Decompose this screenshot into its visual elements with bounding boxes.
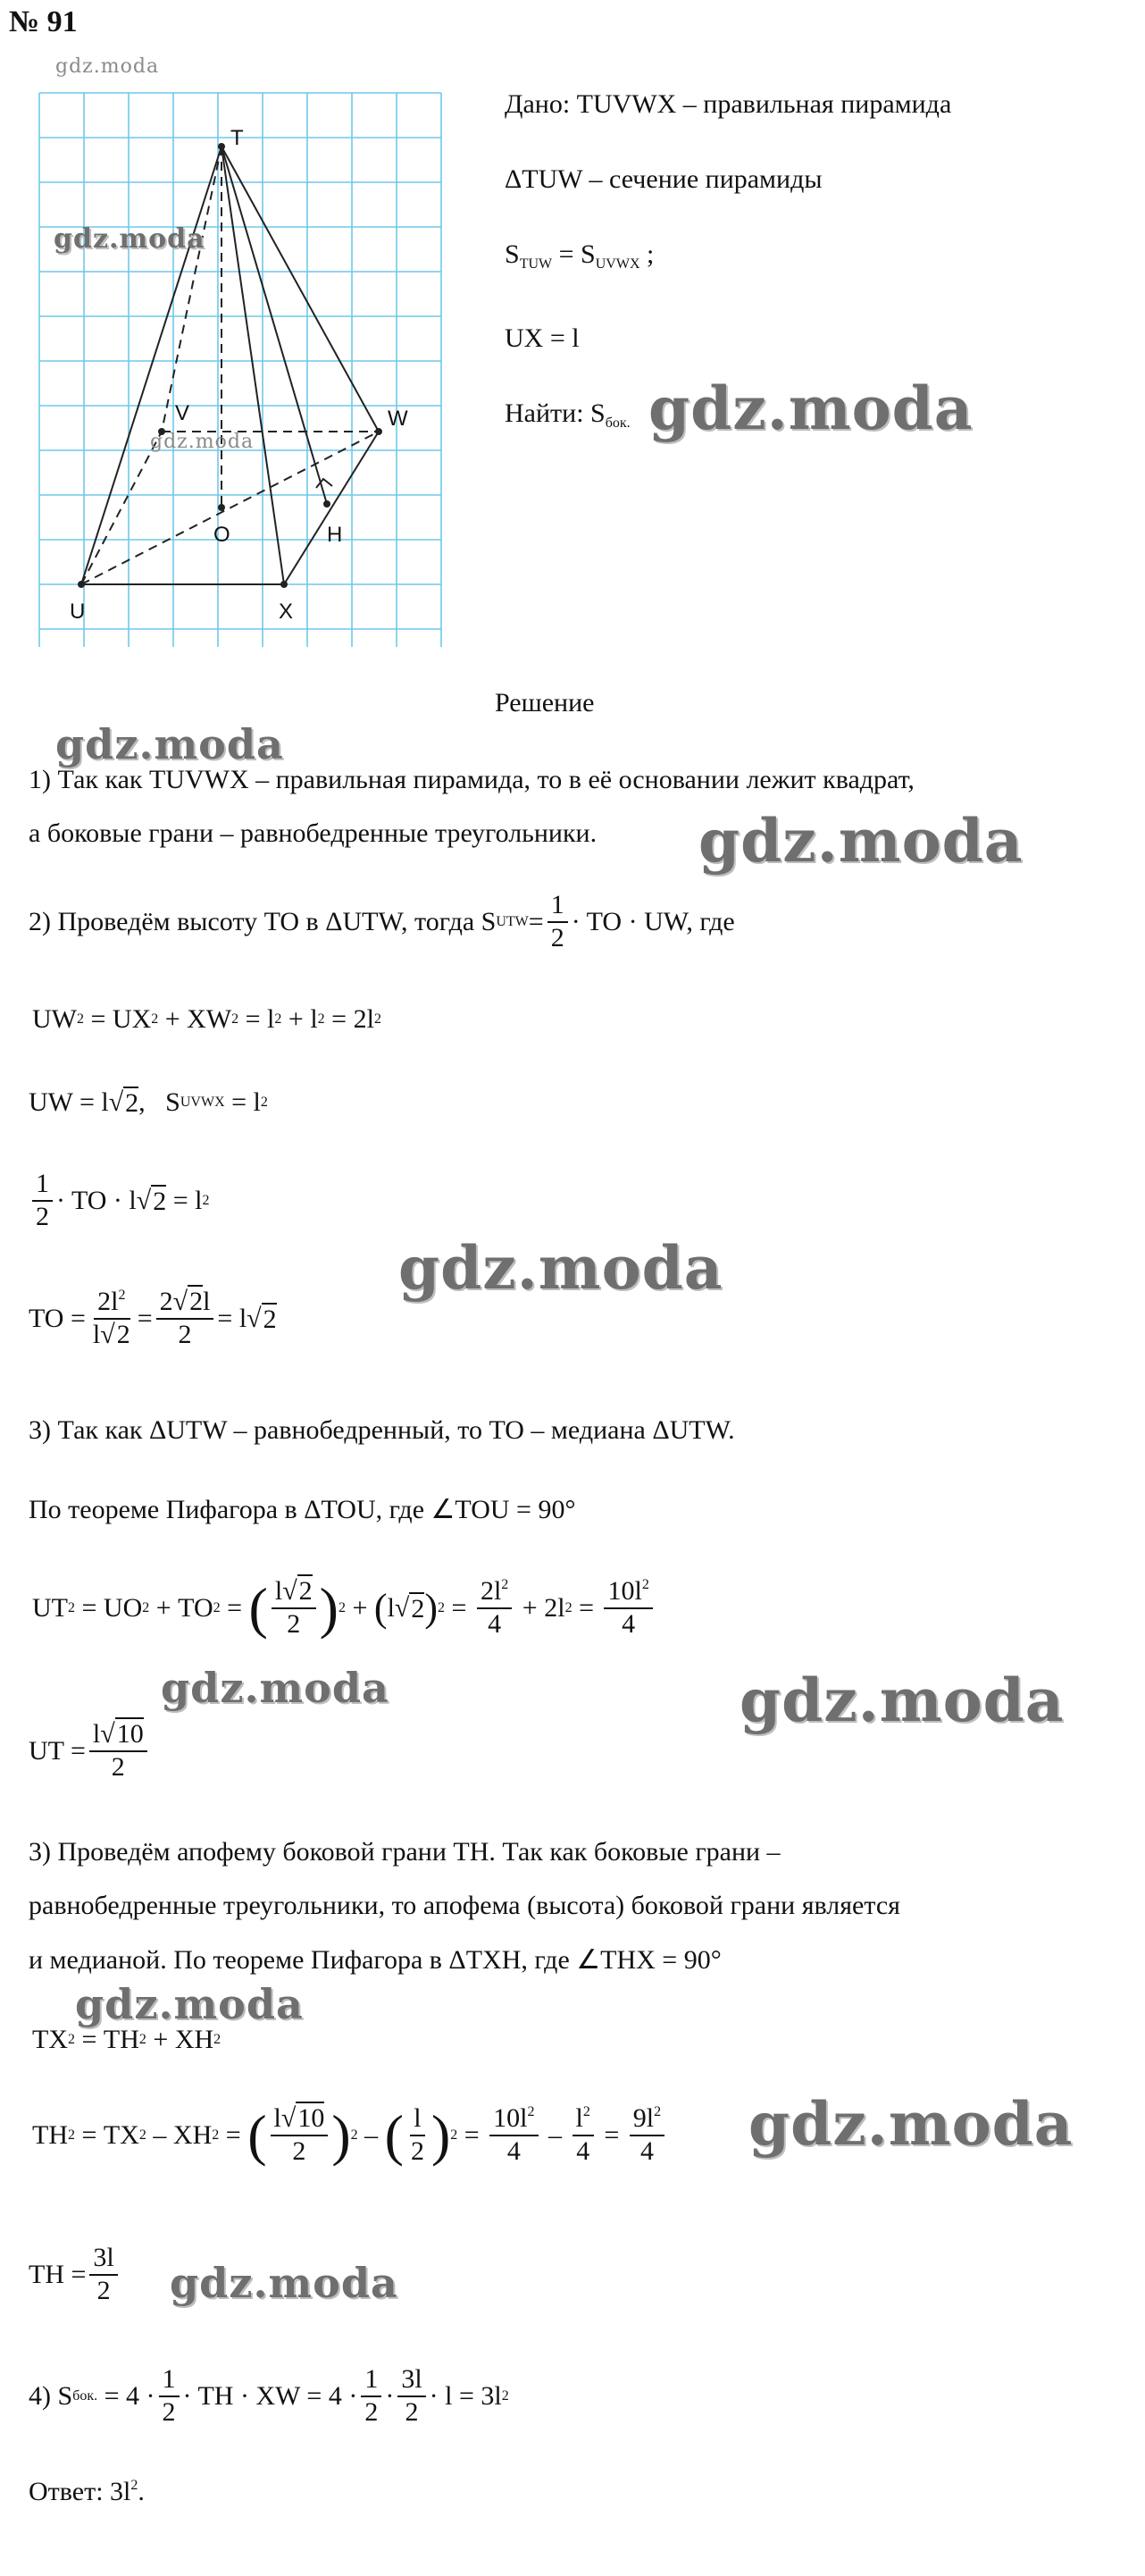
watermark-ut-right: gdz.moda xyxy=(740,1666,1065,1735)
formula-area-equation: $\frac{1}{2}$ · TO · l√ 2 = l 2 xyxy=(29,1169,209,1232)
formula-lateral-area: 4) S бок. = 4 · $\frac{1}{2}$ · TH · XW = 4 · $\frac{1}{2}$ · $\frac{3l}{2}$ · l = 3l 2 xyxy=(29,2364,509,2427)
label-X: X xyxy=(279,600,294,624)
formula-th-squared: TH 2 = TX 2 – XH 2 = ( $\frac{l√10}{2}$ ) 2 – ( $\frac{l}{2}$ ) 2 = $\frac{10l^2}{4}$ – $\frac{l^2}{4}$ = $\frac{9l^2}{4}$ xyxy=(32,2103,668,2167)
watermark-ut-left: gdz.moda xyxy=(161,1664,389,1712)
edge-UV xyxy=(81,432,162,584)
label-T: T xyxy=(230,126,244,150)
watermark-step4: gdz.moda xyxy=(75,1980,304,2028)
diagonal-UW xyxy=(81,432,379,584)
watermark-heading: gdz.moda xyxy=(55,720,284,768)
given-line-3: $S_{TUW} = S_{UVWX}$ ; xyxy=(505,239,655,272)
edge-TW xyxy=(221,147,379,432)
watermark-th-result: gdz.moda xyxy=(170,2259,398,2307)
formula-uw-squared: UW 2 = UX 2 + XW 2 = l 2 + l 2 = 2l 2 xyxy=(32,1004,381,1034)
given-line-1: Дано: TUVWX – правильная пирамида xyxy=(505,89,952,119)
formula-th: TH = $\frac{3l}{2}$ xyxy=(29,2243,121,2306)
step2-line: 2) Проведём высоту TO в ΔUTW, тогда S UTW = $\frac{1}{2}$ · TO · UW, где xyxy=(29,890,735,952)
label-O: O xyxy=(213,523,230,547)
problem-number: № 91 xyxy=(9,5,78,38)
step3-line2: По теореме Пифагора в ΔTOU, где ∠TOU = 90° xyxy=(29,1495,576,1524)
given-find: Найти: $S_{бок.}$ xyxy=(505,399,631,431)
step4-line2: равнобедренные треугольники, то апофема (высота) боковой грани является xyxy=(29,1891,900,1920)
point-X xyxy=(280,581,288,588)
label-H: H xyxy=(327,523,343,547)
label-V: V xyxy=(175,401,190,425)
edge-TV xyxy=(162,147,221,432)
watermark-figure-left: gdz.moda xyxy=(54,223,205,255)
edge-TU xyxy=(81,147,221,584)
edge-TX xyxy=(221,147,284,584)
step1-line2: а боковые грани – равнобедренные треугольники. xyxy=(29,818,598,848)
step1-line1: 1) Так как TUVWX – правильная пирамида, то в её основании лежит квадрат, xyxy=(29,765,915,794)
watermark-figure-mid: gdz.moda xyxy=(150,431,255,453)
step4-line1: 3) Проведём апофему боковой грани TH. Так как боковые грани – xyxy=(29,1837,781,1867)
formula-uw: UW = l√ 2 , S UVWX = l 2 xyxy=(29,1087,268,1118)
step4-line3: и медианой. По теореме Пифагора в ΔTXH, где ∠THX = 90° xyxy=(29,1945,722,1975)
label-U: U xyxy=(70,600,86,624)
right-angle-H xyxy=(316,479,332,488)
watermark-th: gdz.moda xyxy=(748,2089,1074,2159)
watermark-to: gdz.moda xyxy=(398,1233,723,1303)
solution-heading: Решение xyxy=(495,688,595,717)
given-line-4: UX = l xyxy=(505,323,580,353)
watermark-step1: gdz.moda xyxy=(698,806,1024,876)
point-T xyxy=(218,143,225,150)
pyramid-figure xyxy=(32,75,443,656)
formula-tx-squared: TX 2 = TH 2 + XH 2 xyxy=(32,2025,221,2054)
formula-to: TO = $\frac{2l^2}{l√2}$ = $\frac{2√2l}{2}$ = l√ 2 xyxy=(29,1287,277,1349)
point-H xyxy=(323,500,330,508)
point-W xyxy=(375,428,382,435)
formula-ut: UT = $\frac{l√10}{2}$ xyxy=(29,1719,151,1783)
grid xyxy=(39,93,441,647)
given-line-2: ΔTUW – сечение пирамиды xyxy=(505,164,823,194)
watermark-figure-top: gdz.moda xyxy=(55,55,160,78)
edge-XW xyxy=(284,432,379,584)
watermark-given: gdz.moda xyxy=(648,373,974,443)
point-U xyxy=(78,581,85,588)
point-O xyxy=(218,504,225,511)
answer: Ответ: $3l^2$. xyxy=(29,2477,145,2506)
formula-ut-squared: UT 2 = UO 2 + TO 2 = ( $\frac{l√2}{2}$ ) 2 + ( l√ 2 ) 2 = $\frac{2l^2}{4}$ + 2l 2 = $\frac{10l^2}{4}$ xyxy=(32,1576,656,1640)
step3-line1: 3) Так как ΔUTW – равнобедренный, то TO – медиана ΔUTW. xyxy=(29,1415,735,1445)
label-W: W xyxy=(388,407,408,431)
